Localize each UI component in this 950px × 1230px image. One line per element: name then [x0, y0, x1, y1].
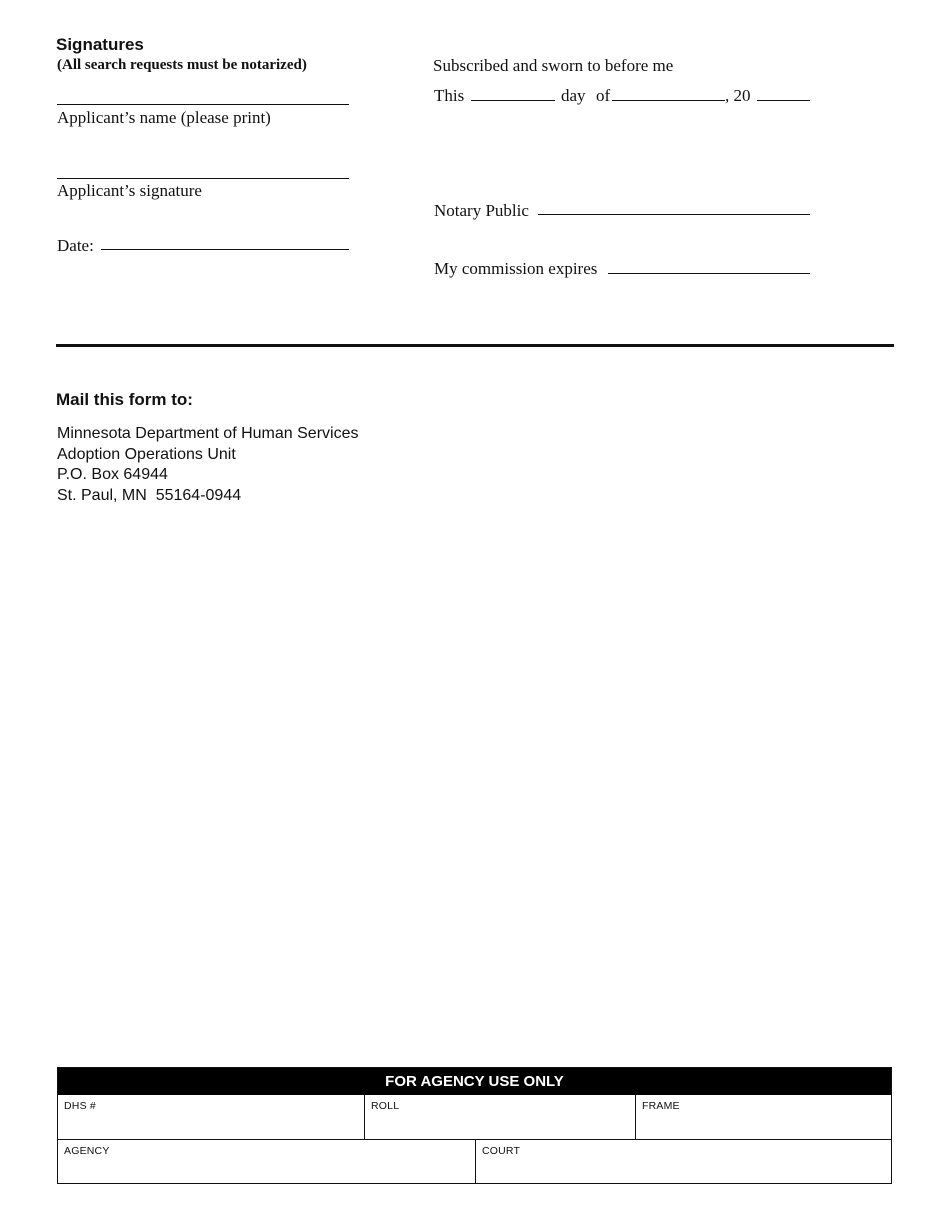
signatures-heading: Signatures [56, 35, 144, 54]
address-line: Minnesota Department of Human Services [57, 425, 359, 442]
frame-field[interactable] [636, 1095, 891, 1140]
dhs-number-field[interactable] [58, 1095, 365, 1140]
court-label: COURT [482, 1145, 521, 1157]
year-input[interactable] [757, 100, 810, 101]
year-prefix: , 20 [725, 86, 751, 105]
roll-field[interactable] [365, 1095, 636, 1140]
signatures-subheading: (All search requests must be notarized) [57, 57, 307, 73]
address-line: P.O. Box 64944 [57, 466, 168, 483]
address-line: Adoption Operations Unit [57, 445, 236, 463]
agency-use-table [57, 1067, 892, 1184]
mail-heading: Mail this form to: [56, 390, 193, 409]
frame-label: FRAME [642, 1100, 680, 1112]
notary-public-label: Notary Public [434, 201, 529, 220]
agency-label: AGENCY [64, 1145, 110, 1157]
day-label: day [561, 86, 586, 105]
agency-use-header: FOR AGENCY USE ONLY [58, 1068, 891, 1095]
section-divider [56, 344, 894, 347]
commission-expires-input[interactable] [608, 273, 810, 274]
agency-field[interactable] [58, 1140, 476, 1183]
sworn-text: Subscribed and sworn to before me [433, 56, 674, 75]
month-input[interactable] [612, 100, 725, 101]
applicant-signature-label: Applicant’s signature [57, 181, 202, 200]
notary-public-input[interactable] [538, 214, 810, 215]
address-line: St. Paul, MN 55164-0944 [57, 486, 242, 504]
roll-label: ROLL [371, 1100, 400, 1112]
commission-expires-label: My commission expires [434, 259, 598, 278]
applicant-signature-input[interactable] [57, 178, 349, 179]
applicant-name-input[interactable] [57, 104, 349, 105]
court-field[interactable] [476, 1140, 891, 1183]
mail-address [57, 424, 358, 506]
dhs-number-label: DHS # [64, 1100, 96, 1112]
applicant-name-label: Applicant’s name (please print) [57, 108, 271, 127]
day-number-input[interactable] [471, 100, 555, 101]
of-label: of [596, 86, 611, 105]
date-label: Date: [57, 236, 94, 255]
date-input[interactable] [101, 249, 349, 250]
this-label: This [434, 86, 465, 105]
